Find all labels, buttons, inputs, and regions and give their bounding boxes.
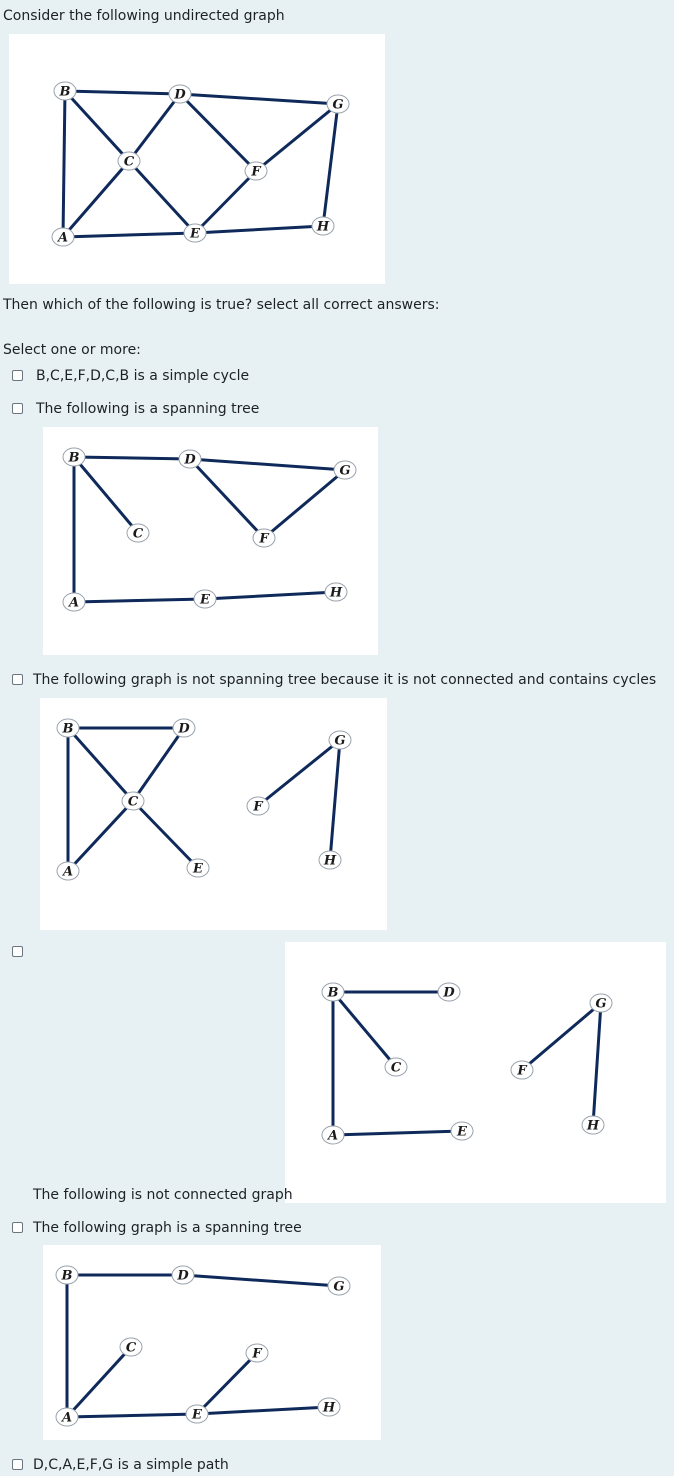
node-a [63, 593, 85, 611]
node-a-label: A [327, 1128, 339, 1144]
node-b [322, 983, 344, 1001]
option-2-graph [43, 427, 378, 655]
node-a [52, 228, 74, 246]
node-d [438, 983, 460, 1001]
node-h [319, 851, 341, 869]
node-h [318, 1398, 340, 1416]
node-b [56, 1266, 78, 1284]
node-e [187, 859, 209, 877]
node-h [312, 217, 334, 235]
node-c [122, 792, 144, 810]
node-f [247, 797, 269, 815]
node-h-label: H [316, 219, 330, 235]
option-4-checkbox[interactable] [12, 946, 23, 957]
node-g [329, 731, 351, 749]
node-f-label: F [251, 164, 261, 180]
edge-c-a [63, 161, 129, 237]
node-f [511, 1061, 533, 1079]
node-e-label: E [193, 861, 203, 877]
node-g-label: G [339, 463, 351, 479]
edge-e-h [205, 592, 336, 599]
option-1-checkbox[interactable] [12, 370, 23, 381]
option-3-graph-svg [40, 698, 387, 930]
edge-c-a [67, 1347, 131, 1417]
node-a-label: A [62, 864, 74, 880]
edge-g-h [323, 104, 338, 226]
node-d-label: D [443, 985, 455, 1001]
option-4-label[interactable]: The following is not connected graph [33, 1187, 293, 1203]
option-5-graph [43, 1245, 381, 1440]
node-c-label: C [125, 1340, 137, 1356]
node-e [451, 1122, 473, 1140]
node-f [253, 529, 275, 547]
node-f [246, 1344, 268, 1362]
edge-b-d [65, 91, 180, 94]
node-f-label: F [252, 1346, 262, 1362]
edge-f-g [522, 1003, 601, 1070]
node-d [169, 85, 191, 103]
option-4-graph [285, 942, 666, 1203]
edge-b-c [65, 91, 129, 161]
option-2-label[interactable]: The following is a spanning tree [36, 401, 260, 417]
node-f [245, 162, 267, 180]
edge-b-c [68, 728, 133, 801]
node-h-label: H [322, 1400, 336, 1416]
node-g-label: G [595, 996, 607, 1012]
select-label: Select one or more: [3, 342, 141, 358]
edge-d-g [183, 1275, 339, 1286]
option-6-checkbox[interactable] [12, 1459, 23, 1470]
node-e [184, 224, 206, 242]
edge-f-e [197, 1353, 257, 1414]
question-intro: Consider the following undirected graph [3, 8, 285, 24]
node-a [57, 862, 79, 880]
node-e-label: E [190, 226, 200, 242]
option-3-graph [40, 698, 387, 930]
node-a-label: A [57, 230, 69, 246]
option-1-label[interactable]: B,C,E,F,D,C,B is a simple cycle [36, 368, 250, 384]
edge-a-e [63, 233, 195, 237]
node-b-label: B [327, 985, 339, 1001]
edge-c-e [129, 161, 195, 233]
option-3-checkbox[interactable] [12, 674, 23, 685]
node-d-label: D [184, 452, 196, 468]
edge-e-h [197, 1407, 329, 1414]
node-e-label: E [457, 1124, 467, 1140]
node-h [325, 583, 347, 601]
option-2-graph-svg [43, 427, 378, 655]
edge-g-h [330, 740, 340, 860]
node-b [63, 448, 85, 466]
node-h-label: H [586, 1118, 600, 1134]
edge-e-h [195, 226, 323, 233]
edge-c-d [133, 728, 184, 801]
edge-d-f [190, 459, 264, 538]
node-c-label: C [123, 154, 135, 170]
option-2-checkbox[interactable] [12, 403, 23, 414]
node-g-label: G [333, 1279, 345, 1295]
node-c [118, 152, 140, 170]
node-a-label: A [61, 1410, 73, 1426]
edge-c-a [68, 801, 133, 871]
edge-a-e [67, 1414, 197, 1417]
option-5-checkbox[interactable] [12, 1222, 23, 1233]
node-d-label: D [177, 1268, 189, 1284]
node-g-label: G [334, 733, 346, 749]
node-d-label: D [178, 721, 190, 737]
edge-a-e [333, 1131, 462, 1135]
option-3-label[interactable]: The following graph is not spanning tree because it is not connected and contains cycles [33, 672, 657, 688]
node-g [328, 1277, 350, 1295]
edge-b-a [63, 91, 65, 237]
main-graph [9, 34, 385, 284]
node-b [57, 719, 79, 737]
node-f-label: F [253, 799, 263, 815]
node-c-label: C [132, 526, 144, 542]
node-e-label: E [200, 592, 210, 608]
node-e-label: E [192, 1407, 202, 1423]
main-graph-svg [9, 34, 385, 284]
edge-f-e [195, 171, 256, 233]
edge-d-f [180, 94, 256, 171]
node-g [334, 461, 356, 479]
node-h [582, 1116, 604, 1134]
option-6-label[interactable]: D,C,A,E,F,G is a simple path [33, 1457, 229, 1473]
node-c-label: C [127, 794, 139, 810]
option-5-graph-svg [43, 1245, 381, 1440]
option-5-label[interactable]: The following graph is a spanning tree [33, 1220, 302, 1236]
node-c [385, 1058, 407, 1076]
node-d [172, 1266, 194, 1284]
edge-g-h [593, 1003, 601, 1125]
node-b-label: B [68, 450, 80, 466]
node-f-label: F [517, 1063, 527, 1079]
edge-a-e [74, 599, 205, 602]
edge-c-d [129, 94, 180, 161]
node-b-label: B [59, 84, 71, 100]
node-c [120, 1338, 142, 1356]
node-g [590, 994, 612, 1012]
edge-d-g [180, 94, 338, 104]
node-a-label: A [68, 595, 80, 611]
node-d [173, 719, 195, 737]
node-b-label: B [61, 1268, 73, 1284]
node-h-label: H [329, 585, 343, 601]
edge-b-d [74, 457, 190, 459]
edge-d-g [190, 459, 345, 470]
node-g-label: G [332, 97, 344, 113]
node-d [179, 450, 201, 468]
node-d-label: D [174, 87, 186, 103]
edge-f-g [256, 104, 338, 171]
node-a [56, 1408, 78, 1426]
node-c [127, 524, 149, 542]
node-b [54, 82, 76, 100]
edge-f-g [258, 740, 340, 806]
option-4-graph-svg [285, 942, 666, 1203]
edge-f-g [264, 470, 345, 538]
node-g [327, 95, 349, 113]
node-e [186, 1405, 208, 1423]
edge-b-c [333, 992, 396, 1067]
edge-c-e [133, 801, 198, 868]
node-b-label: B [62, 721, 74, 737]
node-e [194, 590, 216, 608]
node-h-label: H [323, 853, 337, 869]
question-prompt: Then which of the following is true? select all correct answers: [3, 297, 440, 313]
node-c-label: C [390, 1060, 402, 1076]
edge-b-c [74, 457, 138, 533]
node-a [322, 1126, 344, 1144]
node-f-label: F [259, 531, 269, 547]
